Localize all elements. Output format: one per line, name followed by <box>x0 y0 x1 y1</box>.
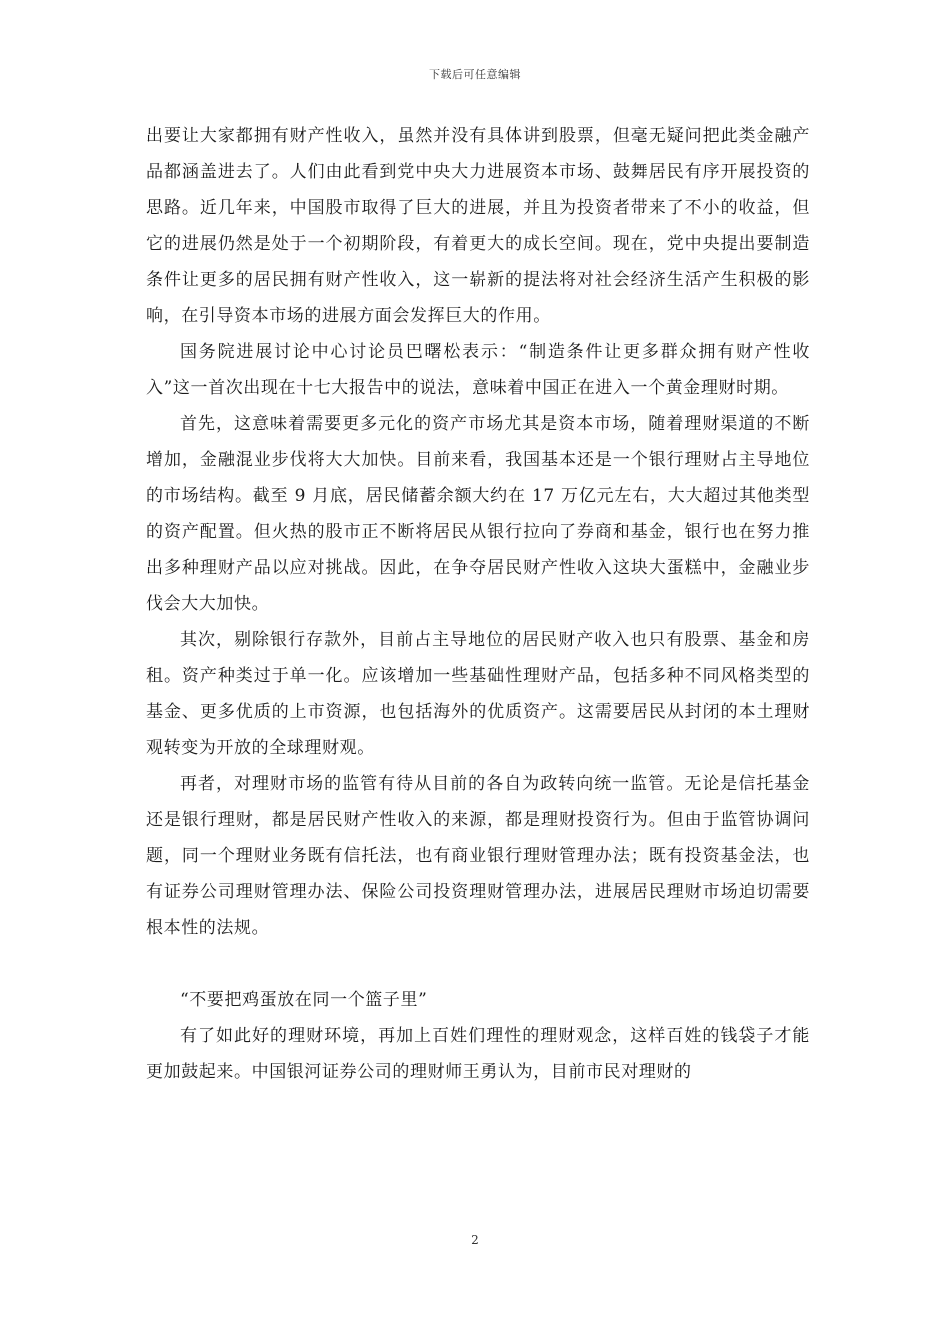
page-header: 下载后可任意编辑 <box>429 68 521 81</box>
paragraph-third: 再者，对理财市场的监管有待从目前的各自为政转向统一监管。无论是信托基金还是银行理财，都是居民财产性收入的来源，都是理财投资行为。但由于监管协调问题，同一个理财业务既有信托法，也有商业银行理财管理办法；既有投资基金法，也有证券公司理财管理办法、保险公司投资理财管理办法，进展居民理财市场迫切需要根本性的法规。 <box>146 774 810 938</box>
paragraph-continuation: 出要让大家都拥有财产性收入，虽然并没有具体讲到股票，但毫无疑问把此类金融产品都涵盖进去了。人们由此看到党中央大力进展资本市场、鼓舞居民有序开展投资的思路。近几年来，中国股市取得了巨大的进展，并且为投资者带来了不小的收益，但它的进展仍然是处于一个初期阶段，有着更大的成长空间。现在，党中央提出要制造条件让更多的居民拥有财产性收入，这一崭新的提法将对社会经济生活产生积极的影响，在引导资本市场的进展方面会发挥巨大的作用。 <box>146 126 810 326</box>
section-heading: “不要把鸡蛋放在同一个篮子里” <box>180 990 428 1010</box>
document-body <box>146 118 810 1090</box>
section-spacer <box>146 946 810 982</box>
section-paragraph: 有了如此好的理财环境，再加上百姓们理性的理财观念，这样百姓的钱袋子才能更加鼓起来。中国银河证券公司的理财师王勇认为，目前市民对理财的 <box>146 1026 810 1082</box>
paragraph-second: 其次，剔除银行存款外，目前占主导地位的居民财产收入也只有股票、基金和房租。资产种类过于单一化。应该增加一些基础性理财产品，包括多种不同风格类型的基金、更多优质的上市资源，也包括海外的优质资产。这需要居民从封闭的本土理财观转变为开放的全球理财观。 <box>146 630 810 758</box>
page-number: 2 <box>471 1233 479 1247</box>
paragraph-first: 首先，这意味着需要更多元化的资产市场尤其是资本市场，随着理财渠道的不断增加，金融混业步伐将大大加快。目前来看，我国基本还是一个银行理财占主导地位的市场结构。截至 9 月底，居民储蓄余额大约在 17 万亿元左右，大大超过其他类型的资产配置。但火热的股市正不断将居民从银行拉向了券商和基金，银行也在努力推出多种理财产品以应对挑战。因此，在争夺居民财产性收入这块大蛋糕中，金融业步伐会大大加快。 <box>146 414 810 614</box>
paragraph-ba-shusong: 国务院进展讨论中心讨论员巴曙松表示：“制造条件让更多群众拥有财产性收入”这一首次出现在十七大报告中的说法，意味着中国正在进入一个黄金理财时期。 <box>146 342 810 398</box>
